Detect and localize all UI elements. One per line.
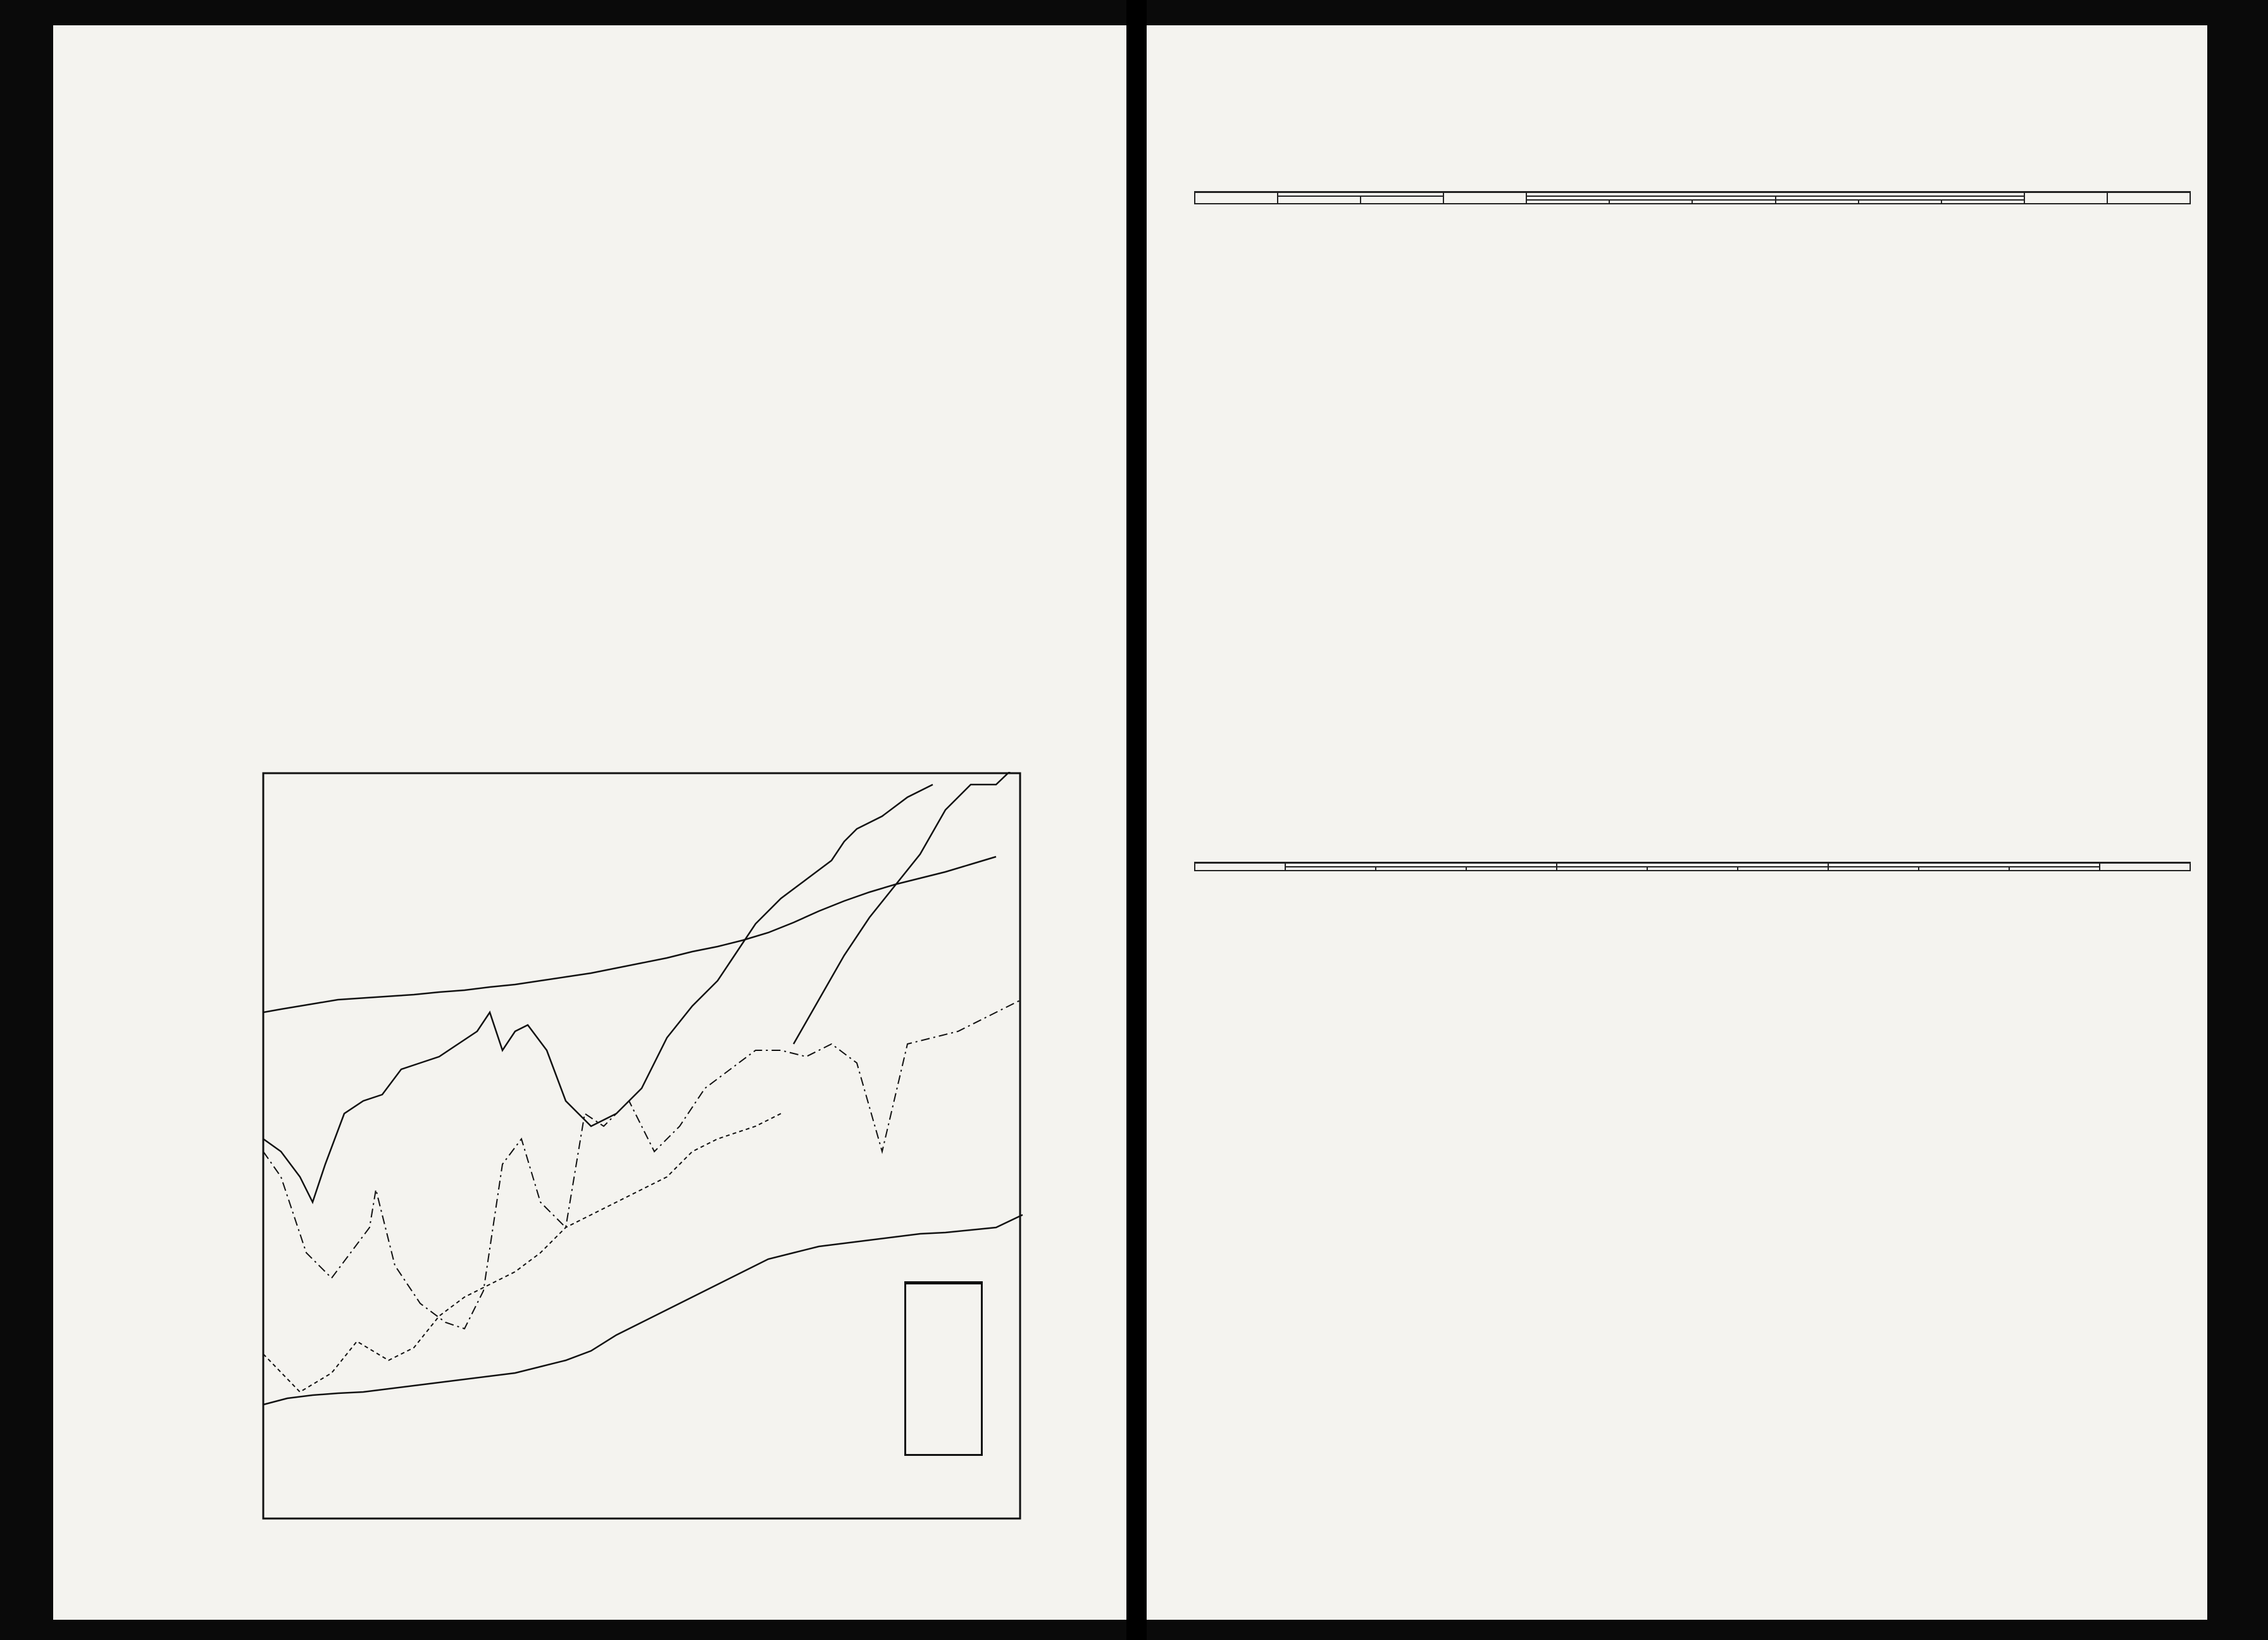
th-pass-people bbox=[1285, 867, 1376, 871]
th-run bbox=[1776, 200, 1859, 204]
right-page bbox=[1147, 25, 2207, 1620]
th-run bbox=[1526, 200, 1609, 204]
series-tonnage-line bbox=[263, 1000, 1021, 1329]
th-tonkm bbox=[1647, 867, 1738, 871]
th-km-end bbox=[1278, 196, 1361, 204]
th-class bbox=[1195, 863, 1285, 871]
th-days bbox=[2024, 192, 2107, 204]
th-tons bbox=[1557, 867, 1647, 871]
traffic-table bbox=[1194, 862, 2191, 871]
th-per100 bbox=[1692, 200, 1775, 204]
th-carkm bbox=[2107, 192, 2190, 204]
unit-legend bbox=[904, 1281, 983, 1456]
paragraph-2 bbox=[230, 495, 275, 545]
log-line-chart bbox=[211, 772, 1072, 1594]
th-income bbox=[1466, 867, 1557, 871]
operations-table bbox=[1194, 191, 2191, 204]
th-pass-km bbox=[1376, 867, 1466, 871]
th-days bbox=[1828, 867, 1919, 871]
th-income bbox=[1738, 867, 1828, 871]
th-consume bbox=[1609, 200, 1692, 204]
th-km-avg bbox=[1361, 196, 1443, 204]
paragraph-1 bbox=[230, 209, 275, 259]
series-car-income-line bbox=[263, 857, 996, 1012]
th-per100 bbox=[1941, 200, 2024, 204]
series-passengers-line bbox=[263, 785, 933, 1202]
th-run bbox=[1919, 867, 2009, 871]
th-total bbox=[2100, 863, 2190, 871]
left-page bbox=[53, 25, 1126, 1620]
th-income bbox=[2009, 867, 2100, 871]
legend-columns bbox=[906, 1284, 981, 1288]
th-staff bbox=[1443, 192, 1526, 204]
book-gutter bbox=[1126, 0, 1147, 1640]
series-aux-line bbox=[263, 1114, 781, 1392]
th-consume bbox=[1859, 200, 1941, 204]
th-class bbox=[1195, 192, 1278, 204]
